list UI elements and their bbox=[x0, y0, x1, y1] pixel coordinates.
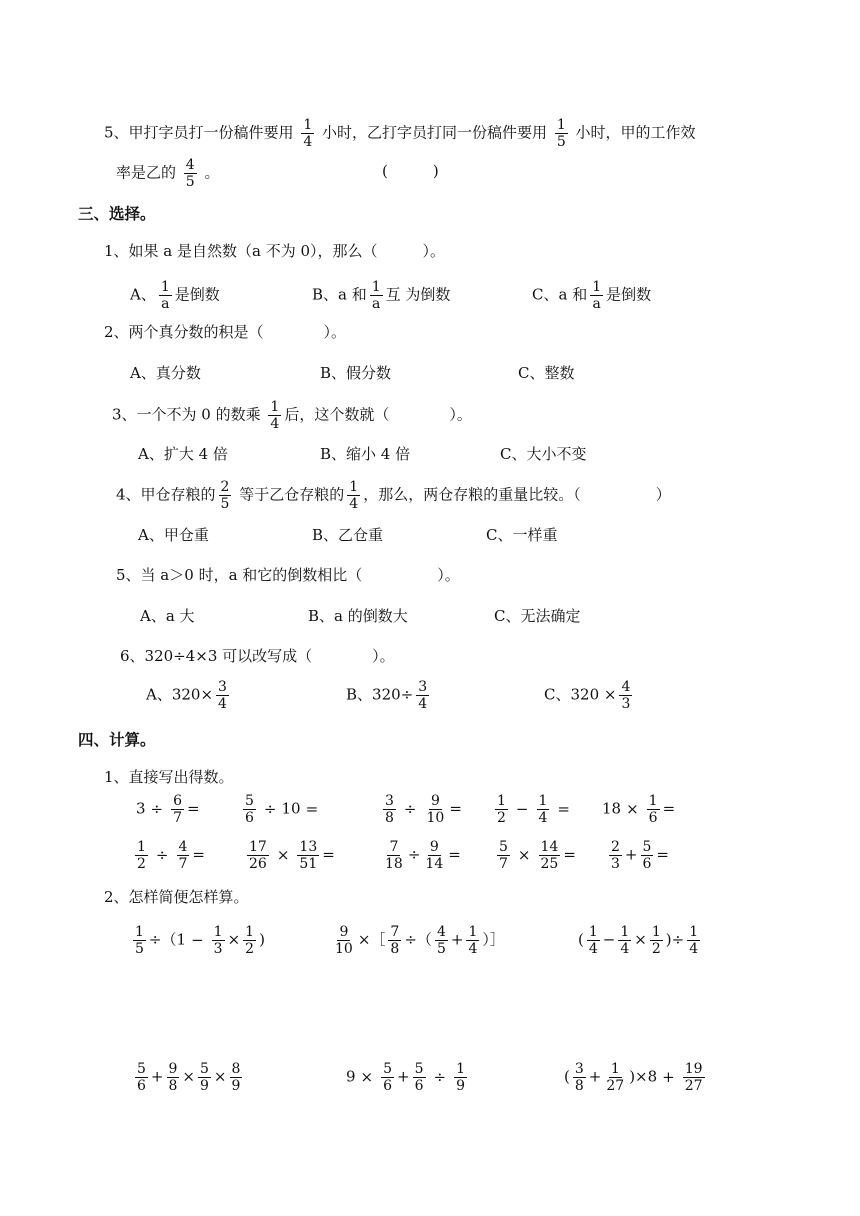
fraction: $\frac{7}{8}$ bbox=[390, 924, 400, 957]
choice-q6-option-b: B、320÷ $\frac{3}{4}$ bbox=[346, 679, 428, 712]
fraction: $\frac{1}{4}$ bbox=[303, 117, 313, 150]
choice-q2: 2、两个真分数的积是（ ）。 bbox=[104, 323, 347, 341]
choice-q4: 4、甲仓存粮的 $\frac{2}{5}$ 等于乙仓存粮的 $\frac{1}{4}$ ，那么，两仓存粮的重量比较。（ ） bbox=[116, 479, 671, 512]
choice-q1-option-a: A、 $\frac{1}{a}$ 是倒数 bbox=[130, 279, 220, 312]
fraction: $\frac{19}{27}$ bbox=[684, 1061, 703, 1094]
q5-line1: 5、甲打字员打一份稿件要用 $\frac{1}{4}$ 小时，乙打字员打同一份稿件要用 $\frac{1}{5}$ 小时，甲的工作效 bbox=[104, 117, 696, 150]
fraction: $\frac{1}{5}$ bbox=[556, 117, 566, 150]
choice-q2-option-b: B、假分数 bbox=[320, 364, 392, 382]
fraction: $\frac{4}{7}$ bbox=[178, 839, 188, 872]
section-3-title: 三、选择。 bbox=[78, 204, 156, 223]
choice-q5-option-b: B、a 的倒数大 bbox=[308, 607, 408, 625]
expr-r1-3: $\frac{3}{8}$ ÷ $\frac{9}{10}$ = bbox=[385, 793, 462, 826]
fraction: $\frac{17}{26}$ bbox=[249, 839, 267, 872]
choice-q6-option-c: C、320 × $\frac{4}{3}$ bbox=[544, 679, 631, 712]
choice-q1-option-c: C、a 和 $\frac{1}{a}$ 是倒数 bbox=[532, 279, 652, 312]
fraction: $\frac{5}{6}$ bbox=[383, 1061, 393, 1094]
fraction: $\frac{5}{6}$ bbox=[414, 1061, 424, 1094]
expr-r1-5: 18 × $\frac{1}{6}$ = bbox=[602, 793, 676, 826]
calc-q2-title: 2、怎样简便怎样算。 bbox=[104, 888, 249, 906]
fraction: $\frac{4}{3}$ bbox=[621, 679, 631, 712]
calc-q1-title: 1、直接写出得数。 bbox=[104, 768, 234, 786]
section-4-title: 四、计算。 bbox=[78, 730, 156, 749]
fraction: $\frac{1}{2}$ bbox=[245, 924, 255, 957]
choice-q6: 6、320÷4×3 可以改写成（ ）。 bbox=[120, 647, 395, 665]
simplify-r1-1: $\frac{1}{5}$ ÷（1 − $\frac{1}{3}$ × $\frac{1}{2}$ ) bbox=[135, 924, 265, 957]
choice-q2-option-a: A、真分数 bbox=[130, 364, 201, 382]
fraction: $\frac{1}{27}$ bbox=[606, 1061, 625, 1094]
answer-paren: ( ) bbox=[382, 162, 439, 180]
expr-r2-1: $\frac{1}{2}$ ÷ $\frac{4}{7}$ = bbox=[137, 839, 205, 872]
fraction: $\frac{8}{9}$ bbox=[231, 1061, 241, 1094]
choice-q1: 1、如果 a 是自然数（a 不为 0），那么（ ）。 bbox=[104, 242, 446, 260]
fraction: $\frac{3}{8}$ bbox=[574, 1061, 584, 1094]
fraction: $\frac{1}{4}$ bbox=[620, 924, 630, 957]
choice-q2-option-c: C、整数 bbox=[518, 364, 575, 382]
simplify-r1-2: $\frac{9}{10}$ ×［ $\frac{7}{8}$ ÷（ $\frac{4}{5}$ + $\frac{1}{4}$ ）］ bbox=[335, 924, 505, 957]
fraction: $\frac{1}{2}$ bbox=[651, 924, 661, 957]
expr-r2-5: $\frac{2}{3}$ + $\frac{5}{6}$ = bbox=[611, 839, 669, 872]
fraction: $\frac{1}{9}$ bbox=[456, 1061, 466, 1094]
choice-q3-option-c: C、大小不变 bbox=[500, 445, 587, 463]
choice-q6-option-a: A、320× $\frac{3}{4}$ bbox=[146, 679, 227, 712]
fraction: $\frac{1}{2}$ bbox=[497, 793, 506, 826]
expr-r1-1: 3 ÷ $\frac{6}{7}$ = bbox=[136, 793, 200, 826]
fraction: $\frac{3}{4}$ bbox=[418, 679, 428, 712]
fraction: $\frac{9}{10}$ bbox=[335, 924, 353, 957]
fraction: $\frac{1}{a}$ bbox=[592, 279, 602, 312]
fraction: $\frac{1}{4}$ bbox=[468, 924, 478, 957]
choice-q3-option-b: B、缩小 4 倍 bbox=[320, 445, 411, 463]
simplify-r2-3: ( $\frac{3}{8}$ + $\frac{1}{27}$ )×8 + $\frac{19}{27}$ bbox=[564, 1061, 703, 1094]
choice-q5-option-a: A、a 大 bbox=[140, 607, 195, 625]
fraction: $\frac{5}{6}$ bbox=[245, 793, 254, 826]
choice-q4-option-c: C、一样重 bbox=[486, 526, 558, 544]
fraction: $\frac{4}{5}$ bbox=[185, 157, 195, 190]
fraction: $\frac{13}{51}$ bbox=[299, 839, 318, 872]
fraction: $\frac{6}{7}$ bbox=[173, 793, 183, 826]
fraction: $\frac{1}{4}$ bbox=[588, 924, 598, 957]
fraction: $\frac{3}{4}$ bbox=[218, 679, 227, 712]
simplify-r1-3: ( $\frac{1}{4}$ − $\frac{1}{4}$ × $\frac{1}{2}$ )÷ $\frac{1}{4}$ bbox=[578, 924, 699, 957]
fraction: $\frac{5}{9}$ bbox=[200, 1061, 209, 1094]
fraction: $\frac{1}{4}$ bbox=[689, 924, 699, 957]
fraction: $\frac{1}{a}$ bbox=[371, 279, 381, 312]
fraction: $\frac{4}{5}$ bbox=[436, 924, 446, 957]
fraction: $\frac{3}{8}$ bbox=[385, 793, 394, 826]
choice-q4-option-a: A、甲仓重 bbox=[138, 526, 209, 544]
q5-line2: 率是乙的 $\frac{4}{5}$ 。 bbox=[116, 157, 220, 190]
expr-r1-2: $\frac{5}{6}$ ÷ 10 = bbox=[245, 793, 319, 826]
fraction: $\frac{9}{10}$ bbox=[426, 793, 445, 826]
fraction: $\frac{1}{4}$ bbox=[538, 793, 548, 826]
fraction: $\frac{5}{6}$ bbox=[137, 1061, 146, 1094]
fraction: $\frac{1}{a}$ bbox=[160, 279, 170, 312]
choice-q5-option-c: C、无法确定 bbox=[494, 607, 581, 625]
fraction: $\frac{1}{4}$ bbox=[270, 399, 280, 432]
fraction: $\frac{9}{14}$ bbox=[425, 839, 444, 872]
fraction: $\frac{7}{18}$ bbox=[385, 839, 403, 872]
choice-q1-option-b: B、a 和 $\frac{1}{a}$ 互 为倒数 bbox=[312, 279, 451, 312]
fraction: $\frac{1}{4}$ bbox=[349, 479, 359, 512]
fraction: $\frac{2}{3}$ bbox=[611, 839, 620, 872]
fraction: $\frac{1}{5}$ bbox=[135, 924, 144, 957]
fraction: $\frac{2}{5}$ bbox=[220, 479, 230, 512]
choice-q3-option-a: A、扩大 4 倍 bbox=[138, 445, 228, 463]
simplify-r2-2: 9 × $\frac{5}{6}$ + $\frac{5}{6}$ ÷ $\frac{1}{9}$ bbox=[346, 1061, 466, 1094]
expr-r2-3: $\frac{7}{18}$ ÷ $\frac{9}{14}$ = bbox=[385, 839, 461, 872]
choice-q3: 3、一个不为 0 的数乘 $\frac{1}{4}$ 后，这个数就（ ）。 bbox=[112, 399, 472, 432]
choice-q4-option-b: B、乙仓重 bbox=[312, 526, 384, 544]
fraction: $\frac{5}{6}$ bbox=[642, 839, 652, 872]
fraction: $\frac{1}{2}$ bbox=[137, 839, 146, 872]
fraction: $\frac{5}{7}$ bbox=[499, 839, 508, 872]
choice-q5: 5、当 a＞0 时，a 和它的倒数相比（ ）。 bbox=[116, 566, 460, 584]
expr-r1-4: $\frac{1}{2}$ − $\frac{1}{4}$ = bbox=[497, 793, 570, 826]
simplify-r2-1: $\frac{5}{6}$ + $\frac{9}{8}$ × $\frac{5}{9}$ × $\frac{8}{9}$ bbox=[137, 1061, 241, 1094]
expr-r2-2: $\frac{17}{26}$ × $\frac{13}{51}$ = bbox=[249, 839, 335, 872]
fraction: $\frac{1}{6}$ bbox=[648, 793, 658, 826]
fraction: $\frac{1}{3}$ bbox=[213, 924, 223, 957]
fraction: $\frac{14}{25}$ bbox=[540, 839, 559, 872]
fraction: $\frac{9}{8}$ bbox=[168, 1061, 178, 1094]
expr-r2-4: $\frac{5}{7}$ × $\frac{14}{25}$ = bbox=[499, 839, 576, 872]
